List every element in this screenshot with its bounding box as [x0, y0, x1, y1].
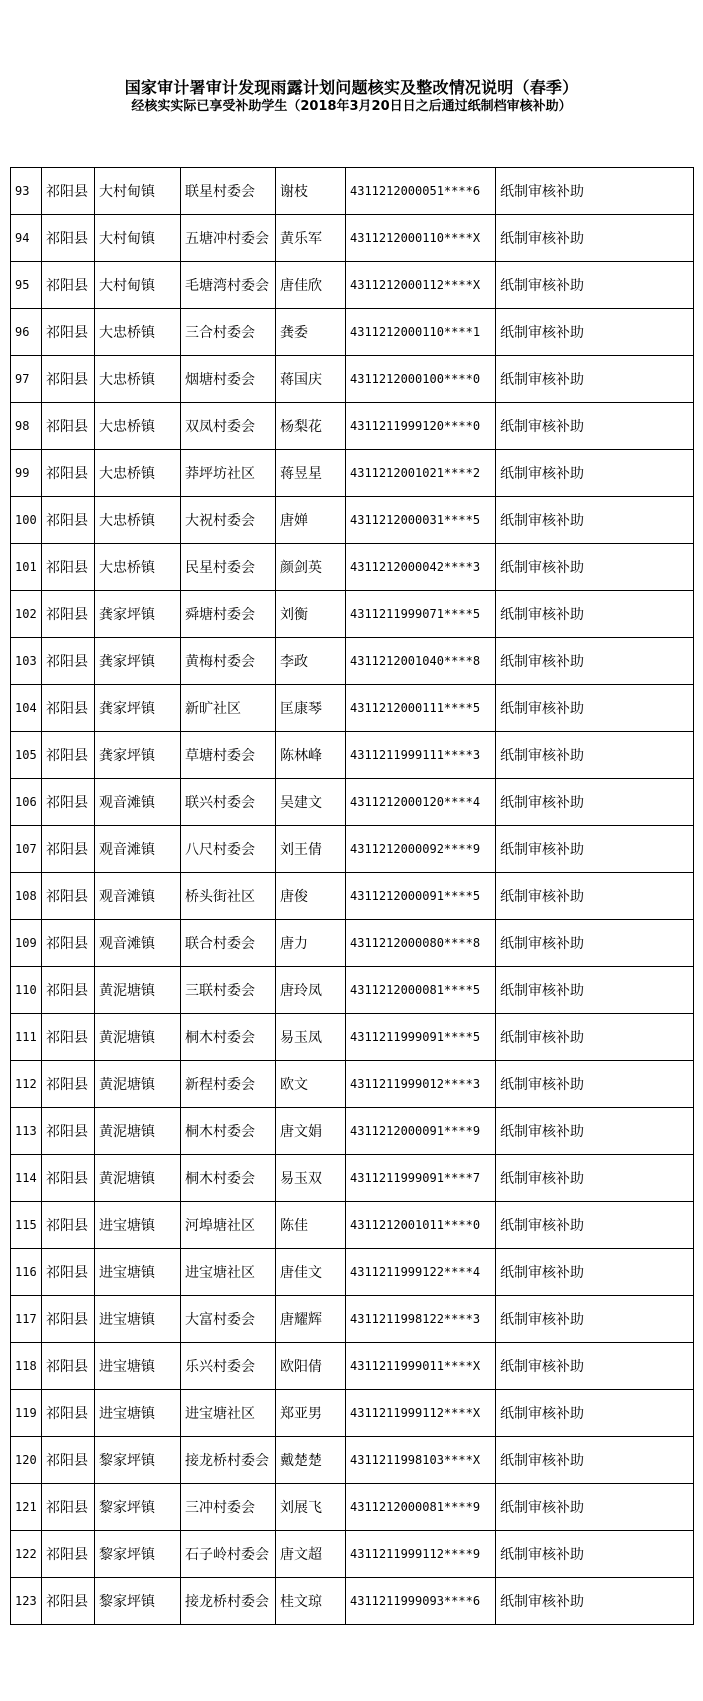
row-number: 109	[11, 920, 42, 967]
name-cell: 唐俊	[276, 873, 346, 920]
row-number: 102	[11, 591, 42, 638]
name-cell: 刘衡	[276, 591, 346, 638]
town-cell: 黄泥塘镇	[95, 1108, 181, 1155]
county-cell: 祁阳县	[42, 1296, 95, 1343]
id-number-cell: 4311212000080****8	[346, 920, 496, 967]
town-cell: 大忠桥镇	[95, 450, 181, 497]
name-cell: 黄乐军	[276, 215, 346, 262]
status-cell: 纸制审核补助	[496, 1061, 694, 1108]
row-number: 108	[11, 873, 42, 920]
village-cell: 进宝塘社区	[181, 1390, 276, 1437]
id-number-cell: 4311212000031****5	[346, 497, 496, 544]
status-cell: 纸制审核补助	[496, 1202, 694, 1249]
id-number-cell: 4311211999112****X	[346, 1390, 496, 1437]
row-number: 117	[11, 1296, 42, 1343]
town-cell: 黎家坪镇	[95, 1437, 181, 1484]
row-number: 100	[11, 497, 42, 544]
town-cell: 大村甸镇	[95, 262, 181, 309]
table-row	[11, 1108, 694, 1155]
row-number: 95	[11, 262, 42, 309]
id-number-cell: 4311212000111****5	[346, 685, 496, 732]
village-cell: 草塘村委会	[181, 732, 276, 779]
status-cell: 纸制审核补助	[496, 591, 694, 638]
table-row	[11, 1343, 694, 1390]
table-row	[11, 309, 694, 356]
row-number: 110	[11, 967, 42, 1014]
row-number: 116	[11, 1249, 42, 1296]
name-cell: 唐婵	[276, 497, 346, 544]
table-row	[11, 1390, 694, 1437]
table-row	[11, 1061, 694, 1108]
name-cell: 龚委	[276, 309, 346, 356]
id-number-cell: 4311211998103****X	[346, 1437, 496, 1484]
row-number: 119	[11, 1390, 42, 1437]
id-number-cell: 4311211999012****3	[346, 1061, 496, 1108]
county-cell: 祁阳县	[42, 262, 95, 309]
table-row	[11, 215, 694, 262]
table-row	[11, 638, 694, 685]
id-number-cell: 4311212000120****4	[346, 779, 496, 826]
county-cell: 祁阳县	[42, 873, 95, 920]
id-number-cell: 4311212000110****X	[346, 215, 496, 262]
town-cell: 进宝塘镇	[95, 1249, 181, 1296]
document-subtitle: 经核实实际已享受补助学生（2018年3月20日日之后通过纸制档审核补助）	[131, 99, 572, 114]
table-row	[11, 1437, 694, 1484]
village-cell: 三冲村委会	[181, 1484, 276, 1531]
village-cell: 桐木村委会	[181, 1108, 276, 1155]
document-title: 国家审计署审计发现雨露计划问题核实及整改情况说明（春季）	[124, 78, 579, 97]
status-cell: 纸制审核补助	[496, 1484, 694, 1531]
id-number-cell: 4311212000042****3	[346, 544, 496, 591]
row-number: 114	[11, 1155, 42, 1202]
table-row	[11, 873, 694, 920]
name-cell: 易玉凤	[276, 1014, 346, 1061]
name-cell: 桂文琼	[276, 1578, 346, 1625]
row-number: 121	[11, 1484, 42, 1531]
village-cell: 大富村委会	[181, 1296, 276, 1343]
village-cell: 联星村委会	[181, 168, 276, 215]
village-cell: 舜塘村委会	[181, 591, 276, 638]
county-cell: 祁阳县	[42, 638, 95, 685]
county-cell: 祁阳县	[42, 685, 95, 732]
town-cell: 龚家坪镇	[95, 685, 181, 732]
status-cell: 纸制审核补助	[496, 1343, 694, 1390]
name-cell: 蒋国庆	[276, 356, 346, 403]
table-row	[11, 1296, 694, 1343]
table-row	[11, 356, 694, 403]
village-cell: 民星村委会	[181, 544, 276, 591]
village-cell: 石子岭村委会	[181, 1531, 276, 1578]
status-cell: 纸制审核补助	[496, 168, 694, 215]
town-cell: 黄泥塘镇	[95, 967, 181, 1014]
row-number: 123	[11, 1578, 42, 1625]
name-cell: 唐力	[276, 920, 346, 967]
status-cell: 纸制审核补助	[496, 685, 694, 732]
town-cell: 大忠桥镇	[95, 356, 181, 403]
id-number-cell: 4311211999091****5	[346, 1014, 496, 1061]
town-cell: 大村甸镇	[95, 215, 181, 262]
row-number: 105	[11, 732, 42, 779]
table-row	[11, 967, 694, 1014]
town-cell: 观音滩镇	[95, 873, 181, 920]
name-cell: 唐玲凤	[276, 967, 346, 1014]
id-number-cell: 4311211999091****7	[346, 1155, 496, 1202]
status-cell: 纸制审核补助	[496, 403, 694, 450]
village-cell: 接龙桥村委会	[181, 1437, 276, 1484]
status-cell: 纸制审核补助	[496, 920, 694, 967]
id-number-cell: 4311212000081****5	[346, 967, 496, 1014]
name-cell: 唐佳欣	[276, 262, 346, 309]
row-number: 118	[11, 1343, 42, 1390]
name-cell: 唐文超	[276, 1531, 346, 1578]
id-number-cell: 4311212001011****0	[346, 1202, 496, 1249]
id-number-cell: 4311212000092****9	[346, 826, 496, 873]
status-cell: 纸制审核补助	[496, 967, 694, 1014]
table-row	[11, 403, 694, 450]
county-cell: 祁阳县	[42, 826, 95, 873]
row-number: 94	[11, 215, 42, 262]
row-number: 112	[11, 1061, 42, 1108]
village-cell: 毛塘湾村委会	[181, 262, 276, 309]
name-cell: 吴建文	[276, 779, 346, 826]
town-cell: 黄泥塘镇	[95, 1155, 181, 1202]
id-number-cell: 4311212000112****X	[346, 262, 496, 309]
table-row	[11, 685, 694, 732]
village-cell: 联兴村委会	[181, 779, 276, 826]
table-row	[11, 1578, 694, 1625]
name-cell: 蒋昱星	[276, 450, 346, 497]
county-cell: 祁阳县	[42, 309, 95, 356]
county-cell: 祁阳县	[42, 1249, 95, 1296]
id-number-cell: 4311211999011****X	[346, 1343, 496, 1390]
id-number-cell: 4311212001040****8	[346, 638, 496, 685]
name-cell: 李政	[276, 638, 346, 685]
village-cell: 桥头街社区	[181, 873, 276, 920]
row-number: 96	[11, 309, 42, 356]
town-cell: 龚家坪镇	[95, 732, 181, 779]
status-cell: 纸制审核补助	[496, 873, 694, 920]
county-cell: 祁阳县	[42, 450, 95, 497]
name-cell: 欧文	[276, 1061, 346, 1108]
village-cell: 河埠塘社区	[181, 1202, 276, 1249]
town-cell: 龚家坪镇	[95, 638, 181, 685]
table-row	[11, 920, 694, 967]
table-row	[11, 591, 694, 638]
id-number-cell: 4311212000110****1	[346, 309, 496, 356]
village-cell: 桐木村委会	[181, 1014, 276, 1061]
status-cell: 纸制审核补助	[496, 826, 694, 873]
name-cell: 欧阳倩	[276, 1343, 346, 1390]
id-number-cell: 4311211999120****0	[346, 403, 496, 450]
row-number: 111	[11, 1014, 42, 1061]
status-cell: 纸制审核补助	[496, 1249, 694, 1296]
county-cell: 祁阳县	[42, 356, 95, 403]
table-row	[11, 732, 694, 779]
id-number-cell: 4311211998122****3	[346, 1296, 496, 1343]
town-cell: 观音滩镇	[95, 920, 181, 967]
name-cell: 刘展飞	[276, 1484, 346, 1531]
table-row	[11, 544, 694, 591]
row-number: 101	[11, 544, 42, 591]
status-cell: 纸制审核补助	[496, 1155, 694, 1202]
county-cell: 祁阳县	[42, 1578, 95, 1625]
town-cell: 黄泥塘镇	[95, 1014, 181, 1061]
town-cell: 进宝塘镇	[95, 1296, 181, 1343]
name-cell: 陈佳	[276, 1202, 346, 1249]
name-cell: 郑亚男	[276, 1390, 346, 1437]
status-cell: 纸制审核补助	[496, 1437, 694, 1484]
id-number-cell: 4311211999071****5	[346, 591, 496, 638]
village-cell: 新程村委会	[181, 1061, 276, 1108]
county-cell: 祁阳县	[42, 1108, 95, 1155]
id-number-cell: 4311212000100****0	[346, 356, 496, 403]
status-cell: 纸制审核补助	[496, 1390, 694, 1437]
name-cell: 谢枝	[276, 168, 346, 215]
village-cell: 进宝塘社区	[181, 1249, 276, 1296]
town-cell: 大村甸镇	[95, 168, 181, 215]
village-cell: 桐木村委会	[181, 1155, 276, 1202]
town-cell: 黎家坪镇	[95, 1484, 181, 1531]
county-cell: 祁阳县	[42, 1343, 95, 1390]
id-number-cell: 4311211999122****4	[346, 1249, 496, 1296]
town-cell: 进宝塘镇	[95, 1343, 181, 1390]
table-row	[11, 497, 694, 544]
table-row	[11, 262, 694, 309]
row-number: 115	[11, 1202, 42, 1249]
village-cell: 双凤村委会	[181, 403, 276, 450]
table-row	[11, 1531, 694, 1578]
status-cell: 纸制审核补助	[496, 309, 694, 356]
id-number-cell: 4311212000081****9	[346, 1484, 496, 1531]
county-cell: 祁阳县	[42, 591, 95, 638]
county-cell: 祁阳县	[42, 1155, 95, 1202]
status-cell: 纸制审核补助	[496, 732, 694, 779]
status-cell: 纸制审核补助	[496, 638, 694, 685]
status-cell: 纸制审核补助	[496, 1531, 694, 1578]
table-row	[11, 1155, 694, 1202]
village-cell: 新旷社区	[181, 685, 276, 732]
county-cell: 祁阳县	[42, 403, 95, 450]
village-cell: 接龙桥村委会	[181, 1578, 276, 1625]
town-cell: 进宝塘镇	[95, 1202, 181, 1249]
county-cell: 祁阳县	[42, 168, 95, 215]
id-number-cell: 4311211999111****3	[346, 732, 496, 779]
table-row	[11, 826, 694, 873]
status-cell: 纸制审核补助	[496, 262, 694, 309]
name-cell: 颜剑英	[276, 544, 346, 591]
id-number-cell: 4311212000091****9	[346, 1108, 496, 1155]
county-cell: 祁阳县	[42, 1437, 95, 1484]
status-cell: 纸制审核补助	[496, 1296, 694, 1343]
name-cell: 唐文娟	[276, 1108, 346, 1155]
table-row	[11, 779, 694, 826]
town-cell: 进宝塘镇	[95, 1390, 181, 1437]
id-number-cell: 4311212001021****2	[346, 450, 496, 497]
table-row	[11, 1014, 694, 1061]
county-cell: 祁阳县	[42, 1061, 95, 1108]
county-cell: 祁阳县	[42, 497, 95, 544]
status-cell: 纸制审核补助	[496, 215, 694, 262]
row-number: 103	[11, 638, 42, 685]
town-cell: 大忠桥镇	[95, 309, 181, 356]
status-cell: 纸制审核补助	[496, 1014, 694, 1061]
town-cell: 大忠桥镇	[95, 403, 181, 450]
status-cell: 纸制审核补助	[496, 356, 694, 403]
county-cell: 祁阳县	[42, 1484, 95, 1531]
village-cell: 乐兴村委会	[181, 1343, 276, 1390]
town-cell: 大忠桥镇	[95, 544, 181, 591]
county-cell: 祁阳县	[42, 1390, 95, 1437]
row-number: 120	[11, 1437, 42, 1484]
id-number-cell: 4311212000091****5	[346, 873, 496, 920]
name-cell: 杨梨花	[276, 403, 346, 450]
id-number-cell: 4311211999112****9	[346, 1531, 496, 1578]
village-cell: 莽坪坊社区	[181, 450, 276, 497]
row-number: 104	[11, 685, 42, 732]
row-number: 99	[11, 450, 42, 497]
row-number: 98	[11, 403, 42, 450]
town-cell: 黎家坪镇	[95, 1531, 181, 1578]
county-cell: 祁阳县	[42, 1014, 95, 1061]
status-cell: 纸制审核补助	[496, 450, 694, 497]
village-cell: 黄梅村委会	[181, 638, 276, 685]
row-number: 122	[11, 1531, 42, 1578]
status-cell: 纸制审核补助	[496, 544, 694, 591]
status-cell: 纸制审核补助	[496, 1578, 694, 1625]
name-cell: 唐耀辉	[276, 1296, 346, 1343]
village-cell: 三合村委会	[181, 309, 276, 356]
village-cell: 大祝村委会	[181, 497, 276, 544]
status-cell: 纸制审核补助	[496, 497, 694, 544]
subsidy-table	[10, 167, 694, 1625]
name-cell: 易玉双	[276, 1155, 346, 1202]
village-cell: 联合村委会	[181, 920, 276, 967]
id-number-cell: 4311212000051****6	[346, 168, 496, 215]
table-row	[11, 1202, 694, 1249]
town-cell: 黎家坪镇	[95, 1578, 181, 1625]
county-cell: 祁阳县	[42, 544, 95, 591]
village-cell: 五塘冲村委会	[181, 215, 276, 262]
county-cell: 祁阳县	[42, 920, 95, 967]
town-cell: 龚家坪镇	[95, 591, 181, 638]
village-cell: 八尺村委会	[181, 826, 276, 873]
table-row	[11, 1249, 694, 1296]
county-cell: 祁阳县	[42, 215, 95, 262]
name-cell: 唐佳文	[276, 1249, 346, 1296]
name-cell: 陈林峰	[276, 732, 346, 779]
town-cell: 黄泥塘镇	[95, 1061, 181, 1108]
table-row	[11, 1484, 694, 1531]
town-cell: 观音滩镇	[95, 779, 181, 826]
county-cell: 祁阳县	[42, 1531, 95, 1578]
county-cell: 祁阳县	[42, 779, 95, 826]
id-number-cell: 4311211999093****6	[346, 1578, 496, 1625]
row-number: 106	[11, 779, 42, 826]
row-number: 93	[11, 168, 42, 215]
status-cell: 纸制审核补助	[496, 779, 694, 826]
name-cell: 匡康琴	[276, 685, 346, 732]
status-cell: 纸制审核补助	[496, 1108, 694, 1155]
table-body	[11, 168, 694, 1625]
county-cell: 祁阳县	[42, 732, 95, 779]
name-cell: 戴楚楚	[276, 1437, 346, 1484]
town-cell: 观音滩镇	[95, 826, 181, 873]
village-cell: 烟塘村委会	[181, 356, 276, 403]
row-number: 113	[11, 1108, 42, 1155]
name-cell: 刘王倩	[276, 826, 346, 873]
county-cell: 祁阳县	[42, 1202, 95, 1249]
table-row	[11, 450, 694, 497]
county-cell: 祁阳县	[42, 967, 95, 1014]
town-cell: 大忠桥镇	[95, 497, 181, 544]
village-cell: 三联村委会	[181, 967, 276, 1014]
row-number: 97	[11, 356, 42, 403]
row-number: 107	[11, 826, 42, 873]
table-row	[11, 168, 694, 215]
